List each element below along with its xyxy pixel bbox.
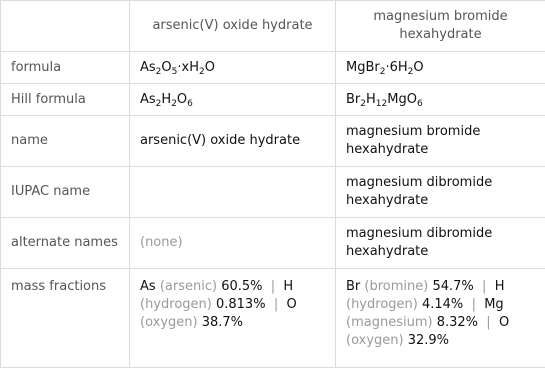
element-symbol: H bbox=[283, 279, 293, 294]
row-alternate-names bbox=[1, 218, 545, 269]
hill-formula-arsenic bbox=[130, 84, 336, 116]
formula-text: H bbox=[366, 92, 376, 107]
row-label-name: name bbox=[1, 116, 130, 167]
formula-text: As bbox=[140, 92, 156, 107]
formula-text: As bbox=[140, 60, 156, 75]
formula-subscript: 6 bbox=[187, 99, 193, 109]
row-mass-fractions bbox=[1, 269, 545, 368]
alternate-names-magnesium: magnesium dibromide hexahydrate bbox=[336, 218, 545, 269]
iupac-name-magnesium: magnesium dibromide hexahydrate bbox=[336, 167, 545, 218]
formula-subscript: 2 bbox=[199, 67, 205, 77]
element-symbol: O bbox=[499, 315, 509, 330]
iupac-name-arsenic bbox=[130, 167, 336, 218]
row-formula bbox=[1, 52, 545, 84]
mass-fractions-magnesium bbox=[336, 269, 545, 368]
formula-text: ·xH bbox=[177, 60, 199, 75]
row-label-iupac-name: IUPAC name bbox=[1, 167, 130, 218]
row-name bbox=[1, 116, 545, 167]
separator: | bbox=[482, 279, 486, 294]
element-symbol: Mg bbox=[484, 297, 503, 312]
element-symbol: H bbox=[495, 279, 505, 294]
separator: | bbox=[274, 297, 278, 312]
corner-cell bbox=[1, 1, 130, 52]
row-label-formula: formula bbox=[1, 52, 130, 84]
row-label-alternate-names: alternate names bbox=[1, 218, 130, 269]
element-name: (hydrogen) bbox=[346, 297, 418, 312]
formula-text: MgO bbox=[387, 92, 417, 107]
formula-text: H bbox=[161, 92, 171, 107]
formula-subscript: 2 bbox=[156, 67, 162, 77]
separator: | bbox=[486, 315, 490, 330]
formula-subscript: 2 bbox=[156, 99, 162, 109]
row-label-mass-fractions: mass fractions bbox=[1, 269, 130, 368]
formula-subscript: 2 bbox=[408, 67, 414, 77]
formula-subscript: 2 bbox=[380, 67, 386, 77]
mass-fractions-arsenic bbox=[130, 269, 336, 368]
formula-arsenic bbox=[130, 52, 336, 84]
separator: | bbox=[472, 297, 476, 312]
row-hill-formula bbox=[1, 84, 545, 116]
formula-text: O bbox=[413, 60, 423, 75]
name-magnesium: magnesium bromide hexahydrate bbox=[336, 116, 545, 167]
element-name: (bromine) bbox=[364, 279, 428, 294]
header-row bbox=[1, 1, 545, 52]
formula-text: MgBr bbox=[346, 60, 380, 75]
formula-text: O bbox=[205, 60, 215, 75]
formula-subscript: 2 bbox=[171, 99, 177, 109]
mass-fraction-value: 0.813% bbox=[216, 297, 266, 312]
formula-subscript: 12 bbox=[376, 99, 387, 109]
mass-fraction-value: 54.7% bbox=[432, 279, 473, 294]
formula-text: Br bbox=[346, 92, 360, 107]
formula-magnesium bbox=[336, 52, 545, 84]
mass-fraction-value: 8.32% bbox=[437, 315, 478, 330]
mass-fraction-value: 32.9% bbox=[408, 333, 449, 348]
formula-text: O bbox=[161, 60, 171, 75]
name-arsenic: arsenic(V) oxide hydrate bbox=[130, 116, 336, 167]
formula-subscript: 5 bbox=[172, 67, 178, 77]
element-symbol: O bbox=[286, 297, 296, 312]
element-name: (oxygen) bbox=[346, 333, 404, 348]
formula-text: O bbox=[177, 92, 187, 107]
column-header-arsenic: arsenic(V) oxide hydrate bbox=[130, 1, 336, 52]
mass-fraction-value: 4.14% bbox=[422, 297, 463, 312]
element-name: (magnesium) bbox=[346, 315, 433, 330]
element-symbol: Br bbox=[346, 279, 360, 294]
column-header-magnesium: magnesium bromide hexahydrate bbox=[336, 1, 545, 52]
element-name: (oxygen) bbox=[140, 315, 198, 330]
element-name: (arsenic) bbox=[160, 279, 217, 294]
separator: | bbox=[271, 279, 275, 294]
mass-fraction-value: 38.7% bbox=[202, 315, 243, 330]
element-name: (hydrogen) bbox=[140, 297, 212, 312]
formula-subscript: 6 bbox=[417, 99, 423, 109]
formula-text: ·6H bbox=[385, 60, 407, 75]
element-symbol: As bbox=[140, 279, 156, 294]
row-iupac-name bbox=[1, 167, 545, 218]
alternate-names-arsenic: (none) bbox=[130, 218, 336, 269]
mass-fraction-value: 60.5% bbox=[221, 279, 262, 294]
formula-subscript: 2 bbox=[360, 99, 366, 109]
row-label-hill-formula: Hill formula bbox=[1, 84, 130, 116]
hill-formula-magnesium bbox=[336, 84, 545, 116]
